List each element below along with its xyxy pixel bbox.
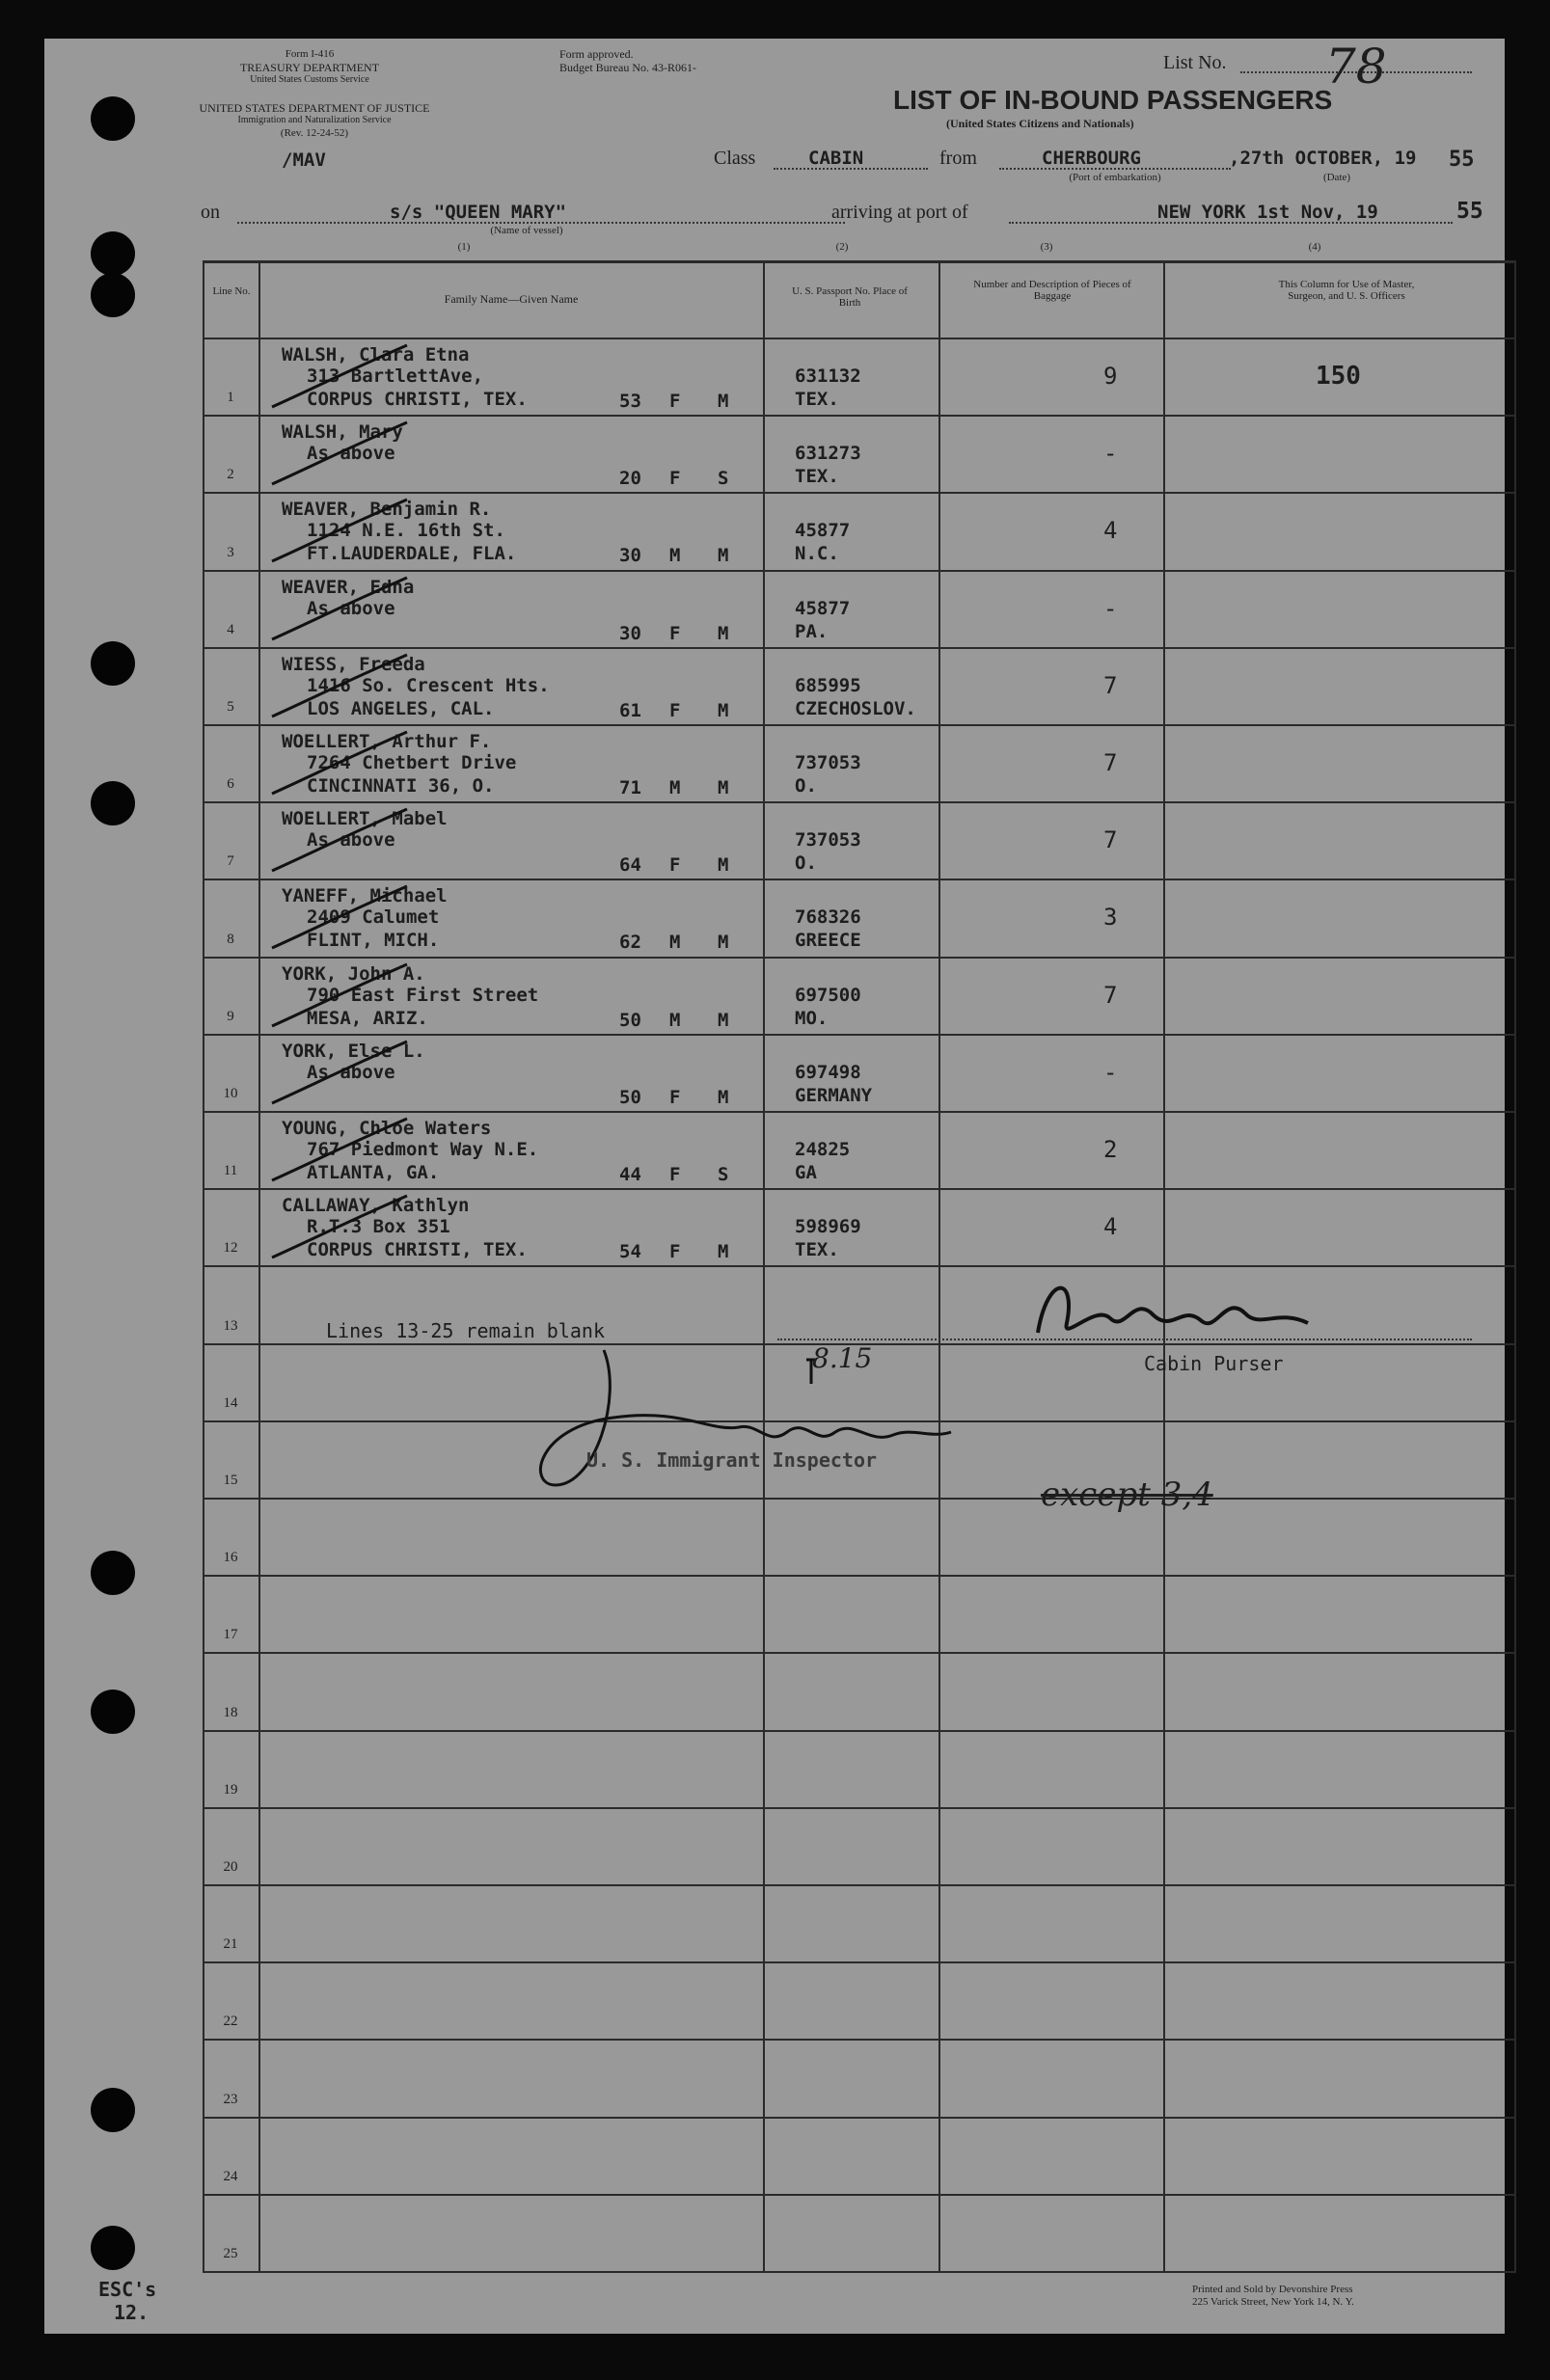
passenger-sex: F [669,1241,681,1263]
passenger-address-1: 1416 So. Crescent Hts. [307,674,550,696]
departure-year: 55 [1449,148,1475,172]
line-number: 22 [223,2014,238,2030]
row-divider [203,1961,1516,1963]
baggage-count: 7 [1103,826,1118,854]
birthplace: CZECHOSLOV. [795,697,916,719]
line-number: 2 [227,467,234,483]
passenger-sex: M [669,777,681,798]
line-number: 24 [223,2168,238,2184]
row-divider [203,1730,1516,1732]
arrival-port-date: NEW YORK 1st Nov, 19 [1157,202,1378,223]
passport-number: 598969 [795,1216,861,1238]
passenger-name: WALSH, Mary [282,421,403,444]
passenger-sex: M [669,1009,681,1031]
passenger-address-1: 790 East First Street [307,984,539,1006]
binder-hole [91,781,135,825]
passenger-age: 50 [619,1009,641,1031]
binder-hole [91,231,135,276]
line-number: 7 [227,853,234,870]
passenger-name: YANEFF, Michael [282,885,448,907]
passport-number: 45877 [795,520,851,542]
line-number: 10 [223,1086,238,1101]
row-divider [203,1575,1516,1577]
line-number: 8 [227,931,234,947]
baggage-count: - [1103,1058,1118,1086]
baggage-count: 7 [1103,671,1118,699]
passenger-marital: M [718,391,729,412]
passenger-address-2: CORPUS CHRISTI, TEX. [307,1239,528,1261]
checkmark-icon [262,1115,417,1182]
vessel-caption: (Name of vessel) [490,225,563,236]
margin-number: 12. [114,2301,150,2324]
line-number: 5 [227,699,234,715]
list-no-label: List No. [1163,52,1227,73]
birthplace: MO. [795,1007,829,1029]
row-divider [203,1807,1516,1809]
passenger-address-1: As above [307,1061,395,1083]
checkmark-icon [262,805,417,873]
line-number: 25 [223,2246,238,2261]
form-page [44,39,1505,2334]
binder-hole [91,96,135,141]
passenger-age: 30 [619,622,641,644]
passenger-name: WOELLERT, Mabel [282,808,448,830]
row-divider [203,801,1516,803]
passenger-name: CALLAWAY, Kathlyn [282,1195,470,1217]
passenger-name: WEAVER, Edna [282,576,415,598]
passenger-age: 62 [619,932,641,954]
printer-line-1: Printed and Sold by Devonshire Press [1192,2284,1353,2295]
passenger-address-1: 2409 Calumet [307,906,440,929]
row-divider [203,1034,1516,1036]
passenger-name: YORK, John A. [282,962,425,985]
baggage-count: 3 [1103,904,1118,932]
checkmark-icon [262,960,417,1028]
list-no-value: 78 [1325,39,1387,95]
passenger-marital: S [718,468,729,490]
passenger-name: YOUNG, Chloe Waters [282,1118,492,1139]
checkmark-icon [262,419,417,486]
line-number: 16 [223,1550,238,1566]
row-divider [203,1111,1516,1113]
line-number: 14 [223,1394,238,1411]
line-number: 17 [223,1627,238,1643]
birthplace: GREECE [795,930,861,952]
birthplace: TEX. [795,466,839,488]
passenger-age: 44 [619,1164,641,1185]
passenger-age: 61 [619,699,641,721]
form-approved: Form approved. [559,47,634,61]
passport-number: 697500 [795,984,861,1006]
checkmark-icon [262,882,417,950]
passport-number: 737053 [795,829,861,852]
passport-number: 737053 [795,752,861,773]
passport-number: 685995 [795,674,861,696]
passenger-address-1: As above [307,829,395,852]
clerk-initials: /MAV [282,149,326,171]
row-divider [203,879,1516,880]
passenger-address-1: R.T.3 Box 351 [307,1216,450,1238]
birthplace: GERMANY [795,1084,873,1106]
passenger-age: 64 [619,854,641,877]
justice-dept: UNITED STATES DEPARTMENT OF JUSTICE [199,101,430,115]
passenger-name: WEAVER, Benjamin R. [282,499,492,521]
class-value: CABIN [808,148,864,169]
row-divider [203,1498,1516,1500]
passport-number: 631273 [795,443,861,465]
baggage-count: 4 [1103,517,1118,545]
port-embark-caption: (Port of embarkation) [1069,172,1161,183]
passenger-name: WALSH, Clara Etna [282,344,470,365]
passenger-age: 30 [619,545,641,567]
birthplace: GA [795,1162,817,1183]
passenger-address-2: FT.LAUDERDALE, FLA. [307,543,517,565]
passenger-name: WOELLERT, Arthur F. [282,731,492,752]
birthplace: O. [795,852,817,875]
passenger-name: WIESS, Freeda [282,653,425,675]
line-number: 23 [223,2091,238,2107]
passenger-marital: M [718,622,729,644]
line-number: 4 [227,621,234,637]
line-number: 21 [223,1936,238,1953]
budget-bureau: Budget Bureau No. 43-R061- [559,61,696,74]
passenger-age: 50 [619,1086,641,1108]
passenger-sex: F [669,1164,681,1185]
except-note: except 3,4 [1041,1475,1213,1514]
line-number: 9 [227,1008,234,1024]
passenger-address-2: CINCINNATI 36, O. [307,775,495,797]
treasury-dept: TREASURY DEPARTMENT [239,61,380,74]
row-divider [203,2117,1516,2119]
from-label: from [939,148,977,169]
baggage-count: - [1103,440,1118,468]
birthplace: O. [795,775,817,797]
passenger-address-1: As above [307,597,395,619]
revision-date: (Rev. 12-24-52) [280,127,349,139]
passenger-marital: M [718,1241,729,1263]
col-marker-4: (4) [1308,241,1321,253]
passenger-marital: M [718,699,729,721]
ins-service: Immigration and Naturalization Service [237,115,392,125]
baggage-count: 7 [1103,749,1118,776]
checkmark-icon [262,1192,417,1259]
passport-number: 697498 [795,1061,861,1083]
passenger-marital: S [718,1164,729,1185]
vessel-name: s/s "QUEEN MARY" [390,202,567,223]
passport-number: 45877 [795,597,851,619]
arriving-label: arriving at port of [831,202,968,223]
form-number: Form I-416 [285,48,335,60]
passenger-age: 71 [619,777,641,798]
baggage-count: 9 [1103,363,1118,390]
baggage-count: - [1103,594,1118,622]
binder-hole [91,1690,135,1734]
passenger-sex: M [669,932,681,954]
passenger-sex: F [669,854,681,877]
baggage-count: 7 [1103,981,1118,1009]
line-number: 13 [223,1317,238,1334]
page-subtitle: (United States Citizens and Nationals) [946,117,1134,130]
binder-hole [91,2088,135,2132]
birthplace: N.C. [795,543,839,565]
passenger-name: YORK, Else L. [282,1040,425,1062]
purser-title: Cabin Purser [1144,1352,1284,1375]
line-number: 11 [223,1163,238,1179]
purser-signature [1019,1265,1327,1352]
line-number: 12 [223,1240,238,1257]
line-number: 19 [223,1781,238,1798]
line-number: 18 [223,1704,238,1720]
row-divider [203,1188,1516,1190]
passenger-address-1: 767 Piedmont Way N.E. [307,1139,539,1160]
passenger-address-2: LOS ANGELES, CAL. [307,697,495,719]
passenger-address-1: 7264 Chetbert Drive [307,752,517,773]
page-title: LIST OF IN-BOUND PASSENGERS [893,85,1333,115]
line-number: 6 [227,776,234,793]
passenger-address-1: As above [307,443,395,465]
header-officers: This Column for Use of Master, Surgeon, and U. S. Officers [1278,279,1415,302]
header-name: Family Name—Given Name [444,292,579,306]
baggage-count: 2 [1103,1136,1118,1163]
checkmark-icon [262,496,417,563]
passenger-sex: F [669,391,681,412]
inspector-signature [527,1340,980,1495]
passenger-marital: M [718,932,729,954]
class-label: Class [714,148,756,169]
departure-date: ,27th OCTOBER, 19 [1229,148,1417,169]
customs-service: United States Customs Service [250,74,369,85]
date-caption: (Date) [1322,172,1351,183]
passenger-address-2: FLINT, MICH. [307,930,440,952]
passenger-marital: M [718,545,729,567]
arrival-year: 55 [1456,199,1483,224]
line-number: 1 [227,390,234,406]
passenger-sex: F [669,1086,681,1108]
passport-number: 631132 [795,365,861,387]
passport-number: 24825 [795,1139,851,1160]
birthplace: TEX. [795,389,839,410]
passenger-sex: F [669,699,681,721]
inspector-title: U. S. Immigrant Inspector [586,1448,878,1472]
passenger-age: 53 [619,391,641,412]
passenger-age: 54 [619,1241,641,1263]
inspector-stamp-date: 8.15 [812,1342,873,1374]
checkmark-icon [262,341,417,409]
header-passport: U. S. Passport No. Place of Birth [792,285,908,309]
row-divider [203,1884,1516,1886]
row-divider [203,415,1516,417]
passenger-address-1: 313 BartlettAve, [307,365,484,387]
binder-hole [91,641,135,686]
passenger-age: 20 [619,468,641,490]
line-number: 15 [223,1473,238,1488]
printer-line-2: 225 Varick Street, New York 14, N. Y. [1192,2296,1354,2308]
binder-hole [91,2226,135,2270]
binder-hole [91,273,135,317]
checkmark-icon [262,728,417,796]
binder-hole [91,1551,135,1595]
passenger-address-1: 1124 N.E. 16th St. [307,520,505,542]
line-number: 3 [227,544,234,560]
passenger-marital: M [718,1009,729,1031]
col-marker-2: (2) [835,241,849,253]
passenger-sex: F [669,622,681,644]
row-divider [203,2194,1516,2196]
passenger-sex: M [669,545,681,567]
on-label: on [201,202,220,223]
passenger-marital: M [718,854,729,877]
baggage-count: 4 [1103,1213,1118,1241]
margin-note: ESC's [98,2278,157,2301]
header-baggage: Number and Description of Pieces of Baggage [973,279,1131,302]
header-line-no: Line No. [212,285,251,297]
passport-number: 768326 [795,906,861,929]
blank-lines-note: Lines 13-25 remain blank [326,1319,605,1342]
checkmark-icon [262,651,417,718]
line-number: 20 [223,1859,238,1875]
birthplace: PA. [795,620,829,642]
row-divider [203,2039,1516,2041]
port-embarkation: CHERBOURG [1042,148,1141,169]
passenger-address-2: MESA, ARIZ. [307,1007,428,1029]
col-marker-3: (3) [1040,241,1053,253]
checkmark-icon [262,1038,417,1105]
row-divider [203,492,1516,494]
passenger-address-2: CORPUS CHRISTI, TEX. [307,389,528,410]
row-divider [203,647,1516,649]
passenger-marital: M [718,777,729,798]
passenger-sex: F [669,468,681,490]
officer-note: 150 [1316,362,1361,391]
birthplace: TEX. [795,1239,839,1261]
row-divider [203,957,1516,959]
row-divider [203,1652,1516,1654]
passenger-marital: M [718,1086,729,1108]
col-marker-1: (1) [457,241,471,253]
row-divider [203,570,1516,572]
checkmark-icon [262,574,417,641]
passenger-address-2: ATLANTA, GA. [307,1162,440,1183]
row-divider [203,724,1516,726]
